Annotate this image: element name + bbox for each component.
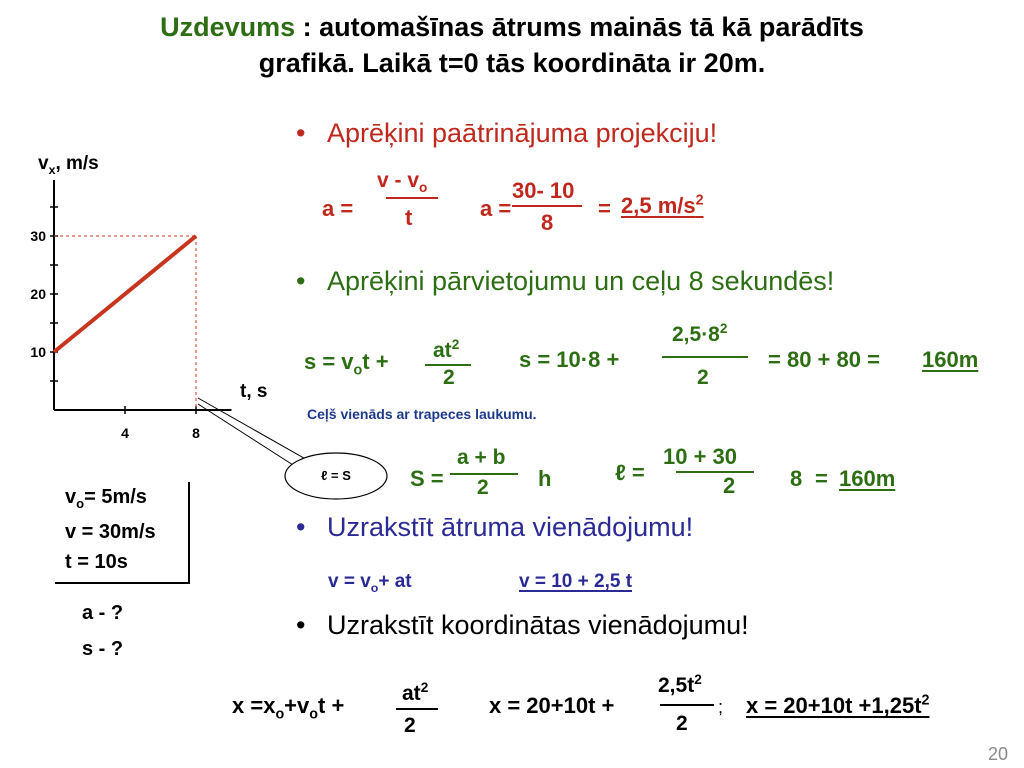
bullet-dot: • (296, 118, 306, 148)
trap-l-den: 2 (723, 473, 736, 498)
accel-eq: = (598, 196, 611, 221)
trap-l-num: 10 + 30 (663, 444, 738, 469)
coord-final: $x = 20+10t +1,25t^2$ (746, 692, 930, 718)
slide-number: 20 (988, 744, 1009, 764)
accel-lhs2: a = (480, 196, 512, 221)
coord-num2: $2,5t^2$ (658, 672, 702, 697)
bullet-acceleration: • Aprēķini paātrinājuma projekciju! (296, 118, 718, 148)
chart-ylabel: $v_x$, m/s (38, 153, 99, 177)
y-tick-label: 10 (30, 344, 46, 360)
bullet-dot: • (296, 610, 306, 640)
bullet-velocity-equation: • Uzrakstīt ātruma vienādojumu! (296, 512, 694, 542)
coord-lhs2: x = 20+10t + (489, 693, 615, 718)
callout-text: ℓ = S (321, 468, 351, 483)
trap-l-eq: = (815, 466, 828, 491)
slide-title-line2: grafikā. Laikā t=0 tās koordināta ir 20m. (258, 48, 766, 78)
trap-l-result: 160m (839, 466, 896, 491)
disp-den1: 2 (443, 366, 455, 389)
accel-lhs1: a = (322, 196, 354, 221)
accel-num2: 30- 10 (512, 178, 575, 203)
disp-num1: $at^2$ (433, 337, 460, 362)
trapezoid-note: Ceļš vienāds ar trapeces laukumu. (307, 406, 537, 422)
bullet-dot: • (296, 512, 306, 542)
coord-den2: 2 (676, 712, 688, 735)
bullet-coordinate-equation: • Uzrakstīt koordinātas vienādojumu! (296, 610, 749, 640)
coord-den1: 2 (404, 714, 416, 737)
disp-frac2 (662, 356, 748, 358)
trap-num: a + b (457, 446, 506, 469)
given-divider-horizontal (55, 582, 190, 584)
accel-den2: 8 (541, 210, 554, 235)
coord-lhs: $x =x_o+v_ot$ + (232, 693, 345, 723)
chart-xlabel: t, s (240, 381, 268, 402)
disp-result: 160m (922, 347, 979, 372)
find-a: a - ? (82, 602, 124, 624)
coord-frac2 (660, 704, 714, 706)
trap-h: h (538, 466, 552, 491)
trap-frac (450, 473, 518, 475)
disp-den2: 2 (697, 366, 709, 389)
title-label: Uzdevums (160, 12, 296, 42)
disp-num2: $2,5\cdot 8^2$ (672, 321, 728, 346)
find-s: s - ? (82, 638, 124, 660)
y-tick-label: 30 (30, 228, 46, 244)
given-t: t = 10s (65, 551, 128, 573)
velocity-general: $v = v_o+$ at (328, 571, 412, 595)
disp-lhs2: s = 10·8 + (519, 347, 620, 372)
title-line1: : automašīnas ātrums mainās tā kā parādīts (302, 12, 864, 42)
disp-rest: = 80 + 80 = (768, 347, 880, 372)
accel-frac2 (512, 205, 582, 207)
given-v: v = 30m/s (65, 521, 156, 543)
slide-title (0, 10, 1024, 44)
y-tick-label: 20 (30, 286, 46, 302)
x-tick-label: 4 (121, 425, 129, 441)
bullet-dot: • (296, 266, 306, 296)
accel-num1: v - $v_o$ (377, 169, 428, 196)
trap-den: 2 (477, 476, 489, 499)
coord-semicolon: ; (718, 697, 724, 717)
coord-num1: $at^2$ (402, 680, 429, 705)
trap-l-lhs: ℓ = (615, 460, 645, 485)
accel-frac1 (386, 197, 438, 199)
velocity-line (54, 236, 196, 352)
given-v0: $v_o= 5m/s$ (65, 486, 147, 511)
bullet-displacement: • Aprēķini pārvietojumu un ceļu 8 sekundēs! (296, 266, 835, 296)
accel-den1: t (405, 205, 413, 230)
disp-lhs: $s = v_ot$ + (304, 349, 389, 379)
velocity-specific: v = 10 + 2,5 t (519, 571, 633, 592)
trap-lhs: S = (410, 466, 444, 491)
coord-frac1 (396, 708, 438, 710)
trap-l-eight: 8 (790, 466, 803, 491)
accel-result: 2,5 $m/s^2$ (621, 192, 704, 218)
x-tick-label: 8 (192, 425, 200, 441)
given-divider-vertical (188, 482, 190, 582)
trap-l-frac (676, 471, 754, 473)
